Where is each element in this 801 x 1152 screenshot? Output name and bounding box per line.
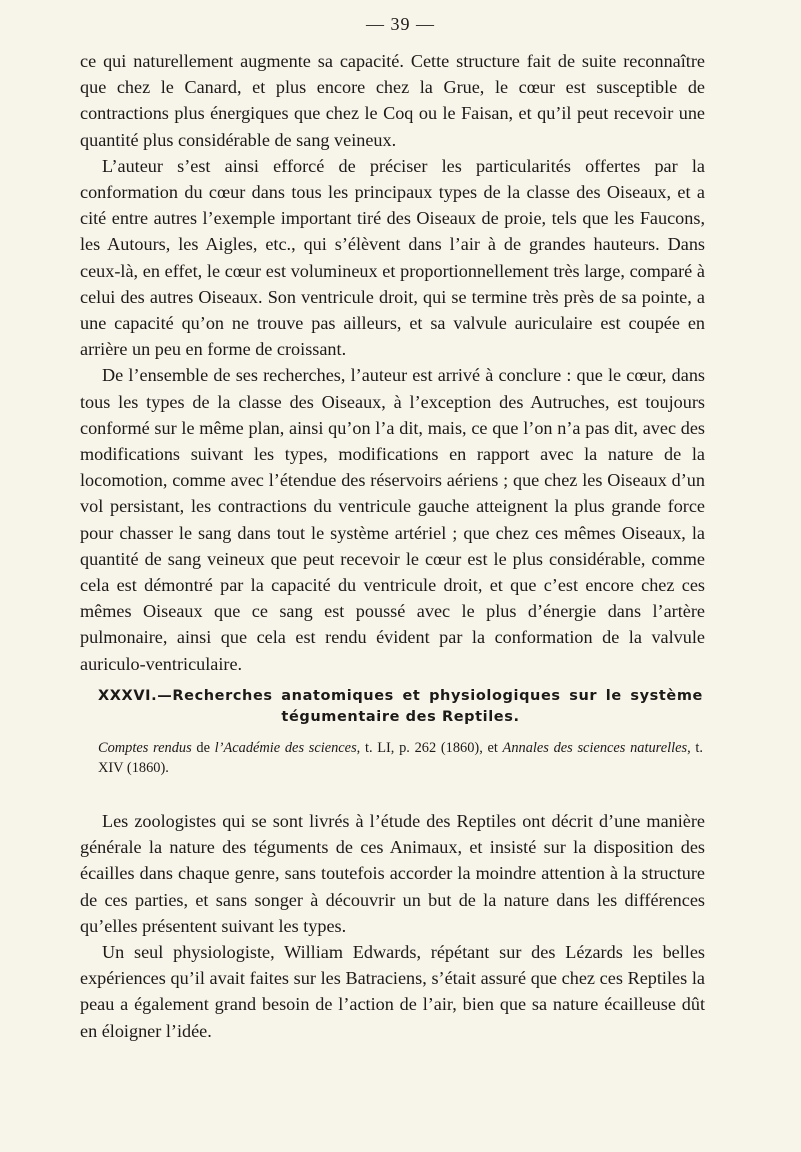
paragraph-5: Un seul physiologiste, William Edwards, répétant sur des Lézards les belles expériences qu’il avait faites sur les Batraciens, s’était assuré que chez ces Reptiles la peau a également grand besoin de l’action de l’air, bien que sa nature écailleuse dût en éloigner l’idée.	[80, 942, 705, 1041]
body-text-top	[80, 48, 705, 677]
page-number: — 39 —	[366, 14, 435, 34]
citation-text-3: , t. XIV (1860).	[98, 740, 703, 776]
paragraph-1: ce qui naturellement augmente sa capacité. Cette structure fait de suite reconnaître que chez le Canard, et plus encore chez la Grue, le cœur est susceptible de contractions plus énergiques que chez le Coq ou le Faisan, et qu’il peut recevoir une quantité plus considérable de sang veineux.	[80, 51, 705, 150]
citation-annales: Annales des sciences naturelles	[502, 740, 688, 756]
section-heading: XXXVI.—Recherches anatomiques et physiologiques sur le système tégumentaire des Reptiles.	[98, 688, 703, 725]
citation-text-2: , t. LI, p. 262 (1860), et	[356, 740, 503, 756]
section-citation	[98, 738, 703, 778]
citation-academy: l’Académie des sciences	[214, 740, 357, 756]
paragraph-2: L’auteur s’est ainsi efforcé de préciser les particularités offertes par la conformation du cœur dans tous les principaux types de la classe des Oiseaux, et a cité entre autres l’exemple important tiré des Oiseaux de proie, tels que les Faucons, les Autours, les Aigles, etc., qui s’élèvent dans l’air à de grandes hauteurs. Dans ceux-là, en effet, le cœur est volumineux et proportionnellement très large, comparé à celui des autres Oiseaux. Son ventricule droit, qui se termine très près de sa pointe, a une capacité qu’on ne trouve pas ailleurs, et sa valvule auriculaire est coupée en arrière un peu en forme de croissant.	[80, 155, 705, 360]
citation-text-1: de	[191, 740, 215, 756]
paragraph-4: Les zoologistes qui se sont livrés à l’étude des Reptiles ont décrit d’une manière générale la nature des téguments de ces Animaux, et insisté sur la disposition des écailles dans chaque genre, sans toutefois accorder la moindre attention à la structure de ces parties, et sans songer à découvrir un but de la nature dans les différences qu’elles présentent suivant les types.	[80, 811, 705, 936]
paragraph-3: De l’ensemble de ses recherches, l’auteur est arrivé à conclure : que le cœur, dans tous les types de la classe des Oiseaux, à l’exception des Autruches, est toujours conformé sur le même plan, ainsi qu’on l’a dit, mais, ce que l’on n’a pas dit, avec des modifications suivant les types, modifications en rapport avec la nature de la locomotion, comme avec l’étendue des réservoirs aériens ; que chez les Oiseaux d’un vol persistant, les contractions du ventricule gauche atteignent la plus grande force pour chasser le sang dans tout le système artériel ; que chez ces mêmes Oiseaux, la quantité de sang veineux que peut recevoir le cœur est le plus considérable, comme cela est démontré par la capacité du ventricule droit, et que c’est encore chez ces mêmes Oiseaux que ce sang est poussé avec le plus d’énergie dans l’artère pulmonaire, ainsi que cela est rendu évident par la conformation de la valvule auriculo-ventriculaire.	[80, 365, 705, 674]
body-text-bottom	[80, 808, 705, 1044]
citation-comptes-rendus: Comptes rendus	[98, 740, 192, 756]
